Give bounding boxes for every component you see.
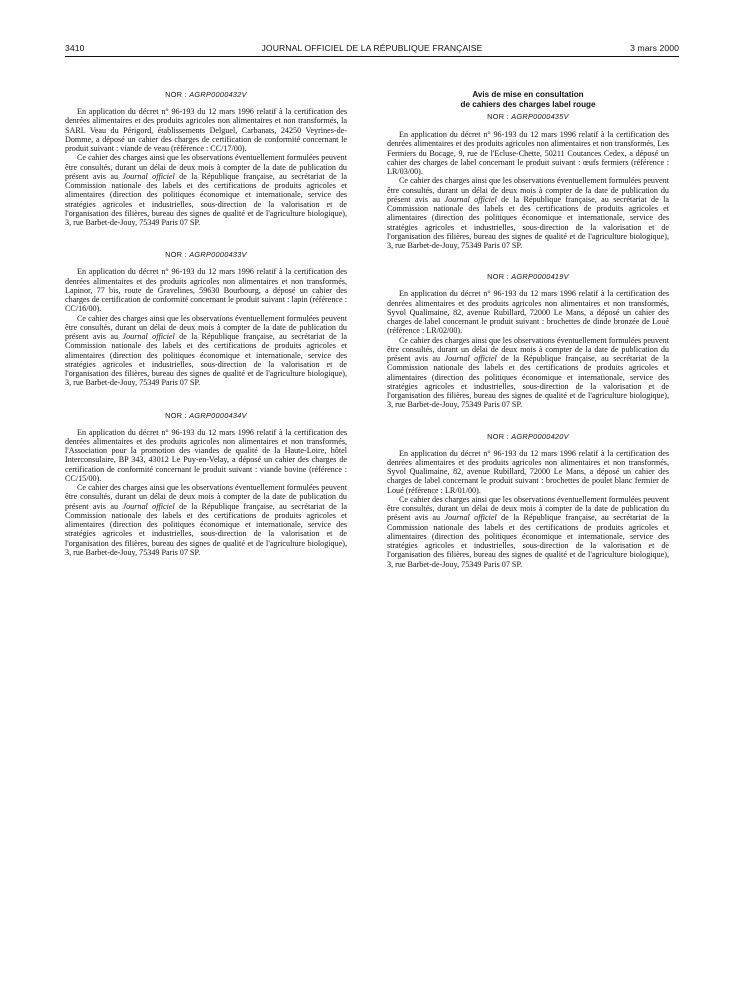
notice-paragraph-deposit: En application du décret n° 96-193 du 12 mars 1996 relatif à la certification des denrées alimentaires et des produits agricoles non alimentaires et non transformés, la SARL Veau du Périgord, établissements Delguel, Carbanats, 24250 Veyrines-de-Domme, a déposé un cahier des charges de certification de conformité concernant le produit suivant : viande de veau (référence : CC/17/00). xyxy=(65,107,347,153)
nor-code: AGRP0000419V xyxy=(511,272,569,282)
page-header xyxy=(65,40,679,56)
nor-reference xyxy=(65,411,347,420)
nor-label: NOR : xyxy=(487,272,509,282)
notice-agrp0000419v xyxy=(387,272,669,409)
consultation-text-end: de la République française, au secrétariat de la Commission nationale des labels et des certifications de produits agricoles et alimentaires (direction des politiques économique et internationale, service des stratégies agricoles et industrielles, sous-direction de la valorisation et de l'organisation des filières, bureau des signes de qualité et de l'agriculture biologique), 3, rue Barbet-de-Jouy, 75349 Paris 07 SP. xyxy=(65,332,348,388)
consultation-text-start: Ce cahier des charges ainsi que les observations éventuellement formulées peuvent être consultés, durant un délai de deux mois à compter de la date de publication du présent avis au xyxy=(387,335,669,363)
consultation-text-start: Ce cahier des charges ainsi que les observations éventuellement formulées peuvent être consultés, durant un délai de deux mois à compter de la date de publication du présent avis au xyxy=(65,313,347,341)
notice-paragraph-deposit: En application du décret n° 96-193 du 12 mars 1996 relatif à la certification des denrées alimentaires et des produits agricoles non alimentaires et non transformés, l'Association pour la promotion des viandes de qualité de la Haute-Loire, hôtel Interconsulaire, BP 343, 43012 Le Puy-en-Velay, a déposé un cahier des charges de certification de conformité concernant le produit suivant : viande bovine (référence : CC/15/00). xyxy=(65,427,347,483)
nor-code: AGRP0000420V xyxy=(511,431,569,441)
consultation-text-end: de la République française, au secrétariat de la Commission nationale des labels et des certifications de produits agricoles et alimentaires (direction des politiques économique et internationale, service des stratégies agricoles et industrielles, sous-direction de la valorisation et de l'organisation des filières, bureau des signes de qualité et de l'agriculture biologique), 3, rue Barbet-de-Jouy, 75349 Paris 07 SP. xyxy=(65,171,348,227)
notice-paragraph-deposit: En application du décret n° 96-193 du 12 mars 1996 relatif à la certification des denrées alimentaires et des produits agricoles non alimentaires et non transformés, Syvol Qualimaine, 82, avenue Rubillard, 72000 Le Mans, a déposé un cahier des charges de label concernant le produit suivant : brochettes de dinde bronzée de Loué (référence : LR/02/00). xyxy=(387,289,669,336)
consultation-text-start: Ce cahier des charges ainsi que les observations éventuellement formulées peuvent être consultés, durant un délai de deux mois à compter de la date de publication du présent avis au xyxy=(65,483,347,511)
consultation-text-end: de la République française, au secrétariat de la Commission nationale des labels et des certifications de produits agricoles et alimentaires (direction des politiques économique et internationale, service des stratégies agricoles et industrielles, sous-direction de la valorisation et de l'organisation des filières, bureau des signes de qualité et de l'agriculture biologique), 3, rue Barbet-de-Jouy, 75349 Paris 07 SP. xyxy=(387,354,670,410)
journal-title: JOURNAL OFFICIEL DE LA RÉPUBLIQUE FRANÇAISE xyxy=(261,43,483,53)
journal-officiel-emphasis: Journal officiel xyxy=(122,501,175,511)
nor-reference xyxy=(387,112,669,121)
consultation-text-start: Ce cahier des charges ainsi que les observations éventuellement formulées peuvent être consultés, durant un délai de deux mois à compter de la date de publication du présent avis au xyxy=(387,494,669,523)
journal-officiel-emphasis: Journal officiel xyxy=(122,171,175,181)
notice-agrp0000435v xyxy=(387,90,669,250)
section-title xyxy=(387,90,669,109)
nor-label: NOR : xyxy=(487,431,509,441)
notice-paragraph-consultation xyxy=(387,336,669,410)
notice-paragraph-consultation xyxy=(387,495,669,569)
nor-label: NOR : xyxy=(487,112,509,121)
nor-label: NOR : xyxy=(165,250,187,260)
issue-date: 3 mars 2000 xyxy=(630,43,679,53)
nor-code: AGRP0000435V xyxy=(511,112,569,121)
notice-agrp0000420v xyxy=(387,432,669,569)
nor-reference xyxy=(65,250,347,259)
journal-officiel-emphasis: Journal officiel xyxy=(444,354,497,363)
page-number: 3410 xyxy=(65,43,85,53)
notice-paragraph-deposit: En application du décret n° 96-193 du 12 mars 1996 relatif à la certification des denrées alimentaires et des produits agricoles non alimentaires et non transformés, Les Fermiers du Bocage, 9, rue de l'Ecluse-Chette, 50211 Coutances Cedex, a déposé un cahier des charges de label concernant le produit suivant : œufs fermiers (référence : LR/03/00). xyxy=(387,130,669,176)
notice-paragraph-deposit: En application du décret n° 96-193 du 12 mars 1996 relatif à la certification des denrées alimentaires et des produits agricoles non alimentaires et non transformés, Syvol Qualimaine, 82, avenue Rubillard, 72000 Le Mans, a déposé un cahier des charges de label concernant le produit suivant : brochettes de poulet blanc fermier de Loué (référence : LR/01/00). xyxy=(387,448,669,495)
notice-paragraph-consultation xyxy=(65,483,347,557)
nor-reference xyxy=(65,90,347,99)
left-column xyxy=(65,90,347,580)
notice-paragraph-consultation xyxy=(65,153,347,227)
notice-agrp0000434v xyxy=(65,411,347,558)
nor-code: AGRP0000432V xyxy=(189,90,247,99)
section-title-line-2: de cahiers des charges label rouge xyxy=(460,99,596,109)
header-rule xyxy=(65,56,679,57)
notice-agrp0000433v xyxy=(65,250,347,387)
nor-reference xyxy=(387,432,669,441)
notice-agrp0000432v xyxy=(65,90,347,227)
consultation-text-end: de la République française, au secrétariat de la Commission nationale des labels et des certifications de produits agricoles et alimentaires (direction des politiques économique et internationale, service des stratégies agricoles et industrielles, sous-direction de la valorisation et de l'organisation des filières, bureau des signes de qualité et de l'agriculture biologique), 3, rue Barbet-de-Jouy, 75349 Paris 07 SP. xyxy=(387,513,670,569)
notice-paragraph-deposit: En application du décret n° 96-193 du 12 mars 1996 relatif à la certification des denrées alimentaires et des produits agricoles non alimentaires et non transformés, Lapinor, 77 bis, route de Gravelines, 59630 Bourbourg, a déposé un cahier des charges de certification de conformité concernant le produit suivant : lapin (référence : CC/16/00). xyxy=(65,267,347,314)
journal-officiel-emphasis: Journal officiel xyxy=(444,194,497,204)
nor-label: NOR : xyxy=(165,410,187,420)
section-title-line-1: Avis de mise en consultation xyxy=(472,90,584,99)
consultation-text-end: de la République française, au secrétariat de la Commission nationale des labels et des certifications de produits agricoles et alimentaires (direction des politiques économique et internationale, service des stratégies agricoles et industrielles, sous-direction de la valorisation et de l'organisation des filières, bureau des signes de qualité et de l'agriculture biologique), 3, rue Barbet-de-Jouy, 75349 Paris 07 SP. xyxy=(387,194,670,250)
consultation-text-start: Ce cahier des charges ainsi que les observations éventuellement formulées peuvent être consultés, durant un délai de deux mois à compter de la date de publication du présent avis au xyxy=(65,153,347,181)
nor-code: AGRP0000434V xyxy=(189,410,247,420)
consultation-text-start: Ce cahier des charges ainsi que les observations éventuellement formulées peuvent être consultés, durant un délai de deux mois à compter de la date de publication du présent avis au xyxy=(387,176,669,204)
journal-officiel-emphasis: Journal officiel xyxy=(122,332,175,341)
consultation-text-end: de la République française, au secrétariat de la Commission nationale des labels et des certifications de produits agricoles et alimentaires (direction des politiques économique et internationale, service des stratégies agricoles et industrielles, sous-direction de la valorisation et de l'organisation des filières, bureau des signes de qualité et de l'agriculture biologique), 3, rue Barbet-de-Jouy, 75349 Paris 07 SP. xyxy=(65,501,348,557)
journal-officiel-emphasis: Journal officiel xyxy=(444,513,497,523)
right-column xyxy=(387,90,669,591)
notice-paragraph-consultation xyxy=(387,176,669,250)
nor-code: AGRP0000433V xyxy=(189,250,247,260)
nor-reference xyxy=(387,272,669,281)
notice-paragraph-consultation xyxy=(65,314,347,388)
nor-label: NOR : xyxy=(165,90,187,99)
